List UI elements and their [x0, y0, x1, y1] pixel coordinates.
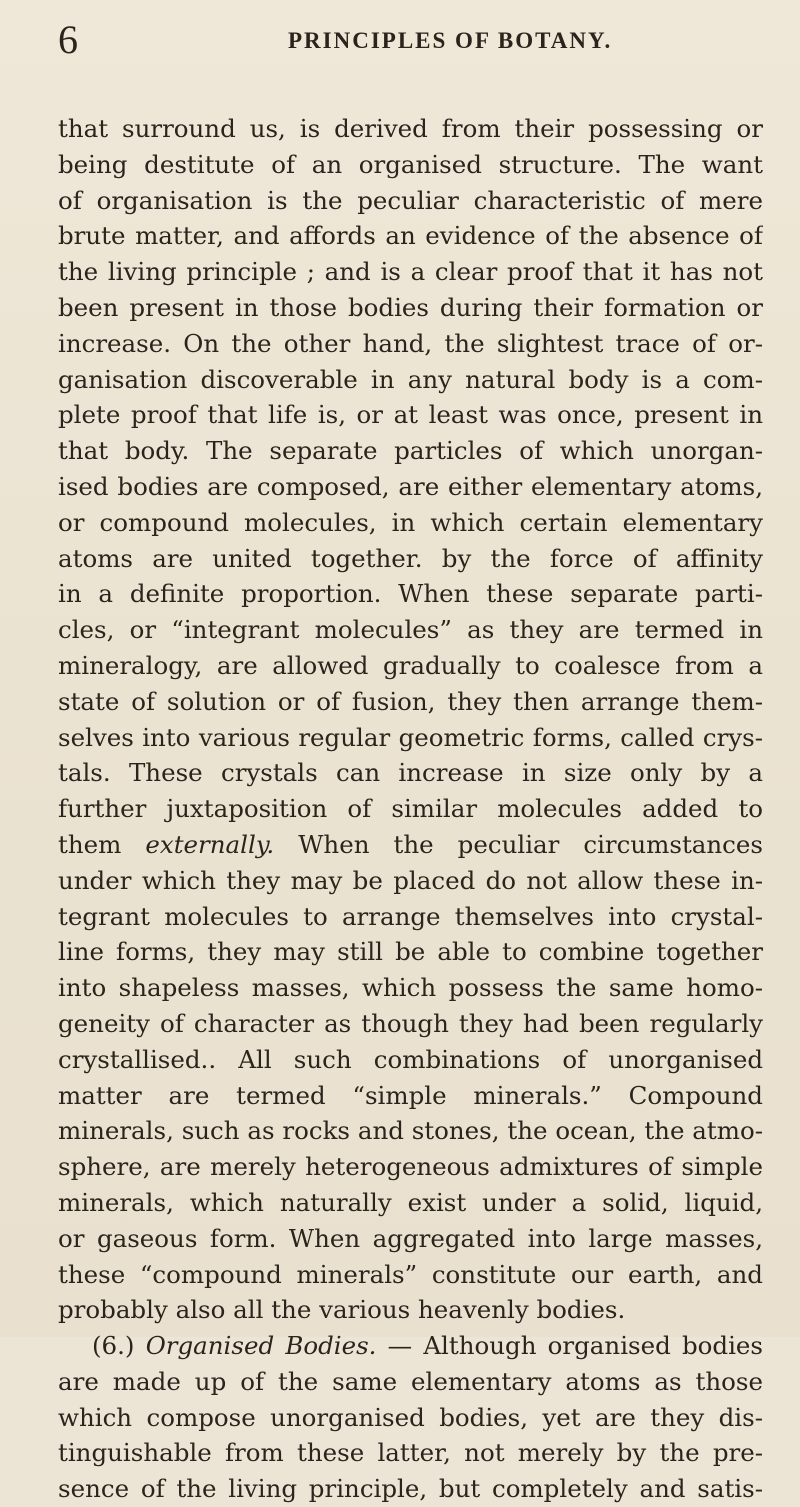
text-line: tinguishable from these latter, not merely by the pre- — [58, 1438, 763, 1468]
text-line: these “compound minerals” constitute our earth, and — [58, 1259, 763, 1289]
text-line: selves into various regular geometric forms, called crys- — [58, 722, 763, 752]
text-line: ised bodies are composed, are either elementary atoms, — [58, 471, 763, 501]
text-line: atoms are united together. by the force of affinity — [58, 543, 763, 573]
text-line: of organisation is the peculiar characteristic of mere — [58, 185, 763, 215]
running-title: PRINCIPLES OF BOTANY. — [288, 28, 613, 53]
text-line: are made up of the same elementary atoms as those — [58, 1366, 763, 1396]
text-segment: — Although organised bodies — [376, 1331, 763, 1361]
text-line: tegrant molecules to arrange themselves into crystal- — [58, 901, 763, 931]
body-text — [58, 111, 763, 1507]
text-line: further juxtaposition of similar molecules added to — [58, 794, 763, 824]
paragraph-organisation — [58, 111, 763, 1328]
text-line: under which they may be placed do not allow these in- — [58, 865, 763, 895]
text-line: matter are termed “simple minerals.” Compound — [58, 1080, 763, 1110]
section-heading-line — [58, 1328, 763, 1364]
text-line: tals. These crystals can increase in size only by a — [58, 758, 763, 788]
text-line: cles, or “integrant molecules” as they are termed in — [58, 615, 763, 645]
text-line: that body. The separate particles of which unorgan- — [58, 436, 763, 466]
page-number: 6 — [58, 17, 78, 62]
text-line: minerals, which naturally exist under a solid, liquid, — [58, 1187, 763, 1217]
text-line: mineralogy, are allowed gradually to coalesce from a — [58, 650, 763, 680]
text-line: ganisation discoverable in any natural body is a com- — [58, 364, 763, 394]
italic-emphasis: externally. — [145, 829, 275, 859]
text-line: being destitute of an organised structure. The want — [58, 149, 763, 179]
section-heading: Organised Bodies. — [145, 1331, 377, 1361]
text-segment: them — [58, 829, 146, 859]
text-line: brute matter, and affords an evidence of the absence of — [58, 221, 763, 251]
section-number: (6.) — [92, 1331, 135, 1361]
text-line: or gaseous form. When aggregated into large masses, — [58, 1223, 763, 1253]
text-line: plete proof that life is, or at least was once, present in — [58, 400, 763, 430]
paragraph-organised-bodies — [58, 1328, 763, 1507]
text-line: which compose unorganised bodies, yet are they dis- — [58, 1402, 763, 1432]
text-line: sphere, are merely heterogeneous admixtures of simple — [58, 1152, 763, 1182]
text-line: minerals, such as rocks and stones, the ocean, the atmo- — [58, 1116, 763, 1146]
text-line: into shapeless masses, which possess the same homo- — [58, 973, 763, 1003]
text-line: sence of the living principle, but completely and satis- — [58, 1474, 763, 1504]
text-line: in a definite proportion. When these separate parti- — [58, 579, 763, 609]
text-line: the living principle ; and is a clear proof that it has not — [58, 257, 763, 287]
text-line: crystallised.. All such combinations of unorganised — [58, 1044, 763, 1074]
text-line: or compound molecules, in which certain elementary — [58, 507, 763, 537]
text-line: been present in those bodies during their formation or — [58, 292, 763, 322]
text-line: increase. On the other hand, the slightest trace of or- — [58, 328, 763, 358]
text-line-externally — [58, 827, 763, 863]
text-line: that surround us, is derived from their possessing or — [58, 114, 763, 143]
text-line: geneity of character as though they had been regularly — [58, 1008, 763, 1038]
text-line-last: probably also all the various heavenly bodies. — [58, 1295, 626, 1325]
text-segment: When the peculiar circumstances — [274, 829, 763, 859]
text-line: line forms, they may still be able to combine together — [58, 937, 763, 967]
text-line: state of solution or of fusion, they then arrange them- — [58, 686, 763, 716]
